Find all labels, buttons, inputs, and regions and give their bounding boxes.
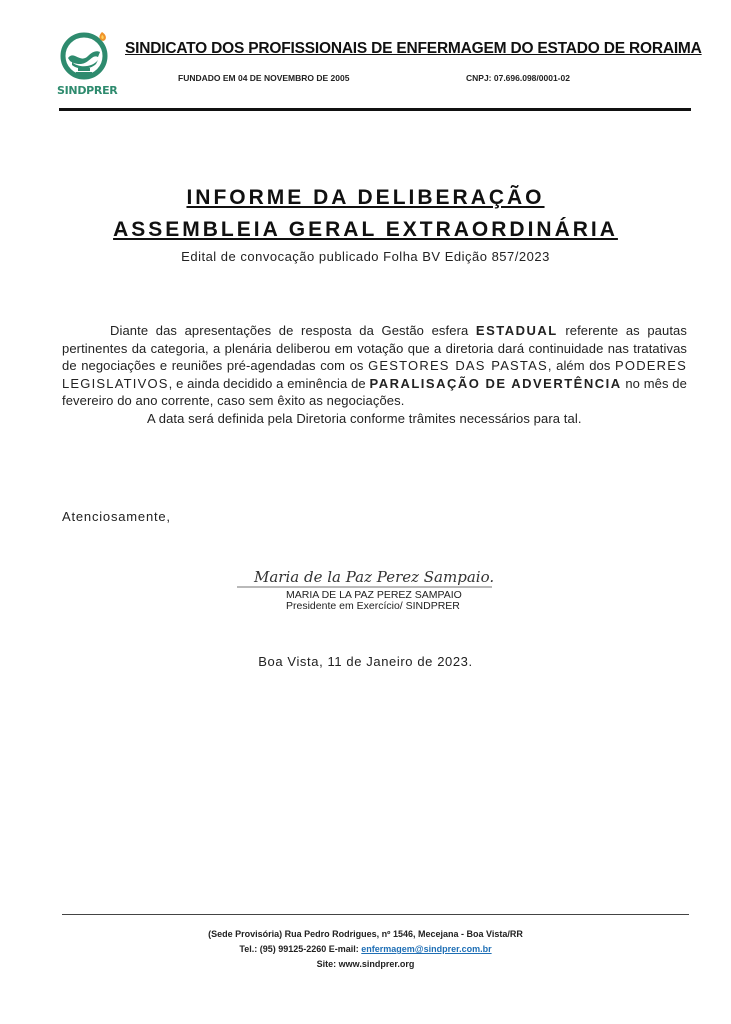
signature-script: Maria de la Paz Perez Sampaio. (254, 568, 495, 586)
document-title: INFORME DA DELIBERAÇÃO (186, 186, 545, 209)
footer-address: (Sede Provisória) Rua Pedro Rodrigues, nº 1546, Mecejana - Boa Vista/RR (208, 929, 523, 939)
logo-wordmark: SINDPRER (57, 84, 118, 97)
footer-divider (62, 914, 689, 915)
footer-phone: Tel.: (95) 99125-2260 E-mail: (239, 944, 362, 954)
closing-salutation: Atenciosamente, (62, 509, 171, 524)
footer-email-link[interactable]: enfermagem@sindprer.com.br (361, 944, 492, 954)
body-paragraph-1: Diante das apresentações de resposta da Gestão esfera ESTADUAL referente as pautas pertinentes da categoria, a plenária deliberou em votação que a diretoria dará continuidade nas tratativas de negociações e reuniões pré-agendadas com os GESTORES DAS PASTAS, além dos PODERES LEGISLATIVOS, e ainda decidido a eminência de PARALISAÇÃO DE ADVERTÊNCIA no mês de fevereiro do ano corrente, caso sem êxito as negociações. (62, 323, 688, 408)
body-paragraph-2: A data será definida pela Diretoria conforme trâmites necessários para tal. (147, 410, 582, 426)
place-and-date: Boa Vista, 11 de Janeiro de 2023. (258, 654, 473, 669)
highlight-estadual: ESTADUAL (475, 323, 558, 338)
highlight-gestores: GESTORES DAS PASTAS (368, 358, 548, 373)
organization-name: SINDICATO DOS PROFISSIONAIS DE ENFERMAGEM DO ESTADO DE RORAIMA (125, 40, 702, 57)
signatory-role: Presidente em Exercício/ SINDPRER (286, 600, 460, 612)
cnpj-number: CNPJ: 07.696.098/0001-02 (466, 73, 570, 83)
header-divider (59, 108, 691, 111)
founded-date: FUNDADO EM 04 DE NOVEMBRO DE 2005 (178, 73, 350, 83)
edital-reference: Edital de convocação publicado Folha BV Edição 857/2023 (181, 249, 550, 264)
document-subtitle-heading: ASSEMBLEIA GERAL EXTRAORDINÁRIA (113, 218, 618, 241)
footer-contact (0, 944, 731, 954)
signatory-name: MARIA DE LA PAZ PEREZ SAMPAIO (286, 589, 462, 601)
sindprer-logo (58, 30, 122, 102)
footer-site: Site: www.sindprer.org (316, 959, 415, 969)
handwritten-signature (232, 560, 502, 590)
deliberation-body (62, 322, 687, 427)
highlight-paralisacao: PARALISAÇÃO DE ADVERTÊNCIA (369, 375, 622, 391)
highlight-poderes: PODERES LEGISLATIVOS (62, 358, 688, 391)
